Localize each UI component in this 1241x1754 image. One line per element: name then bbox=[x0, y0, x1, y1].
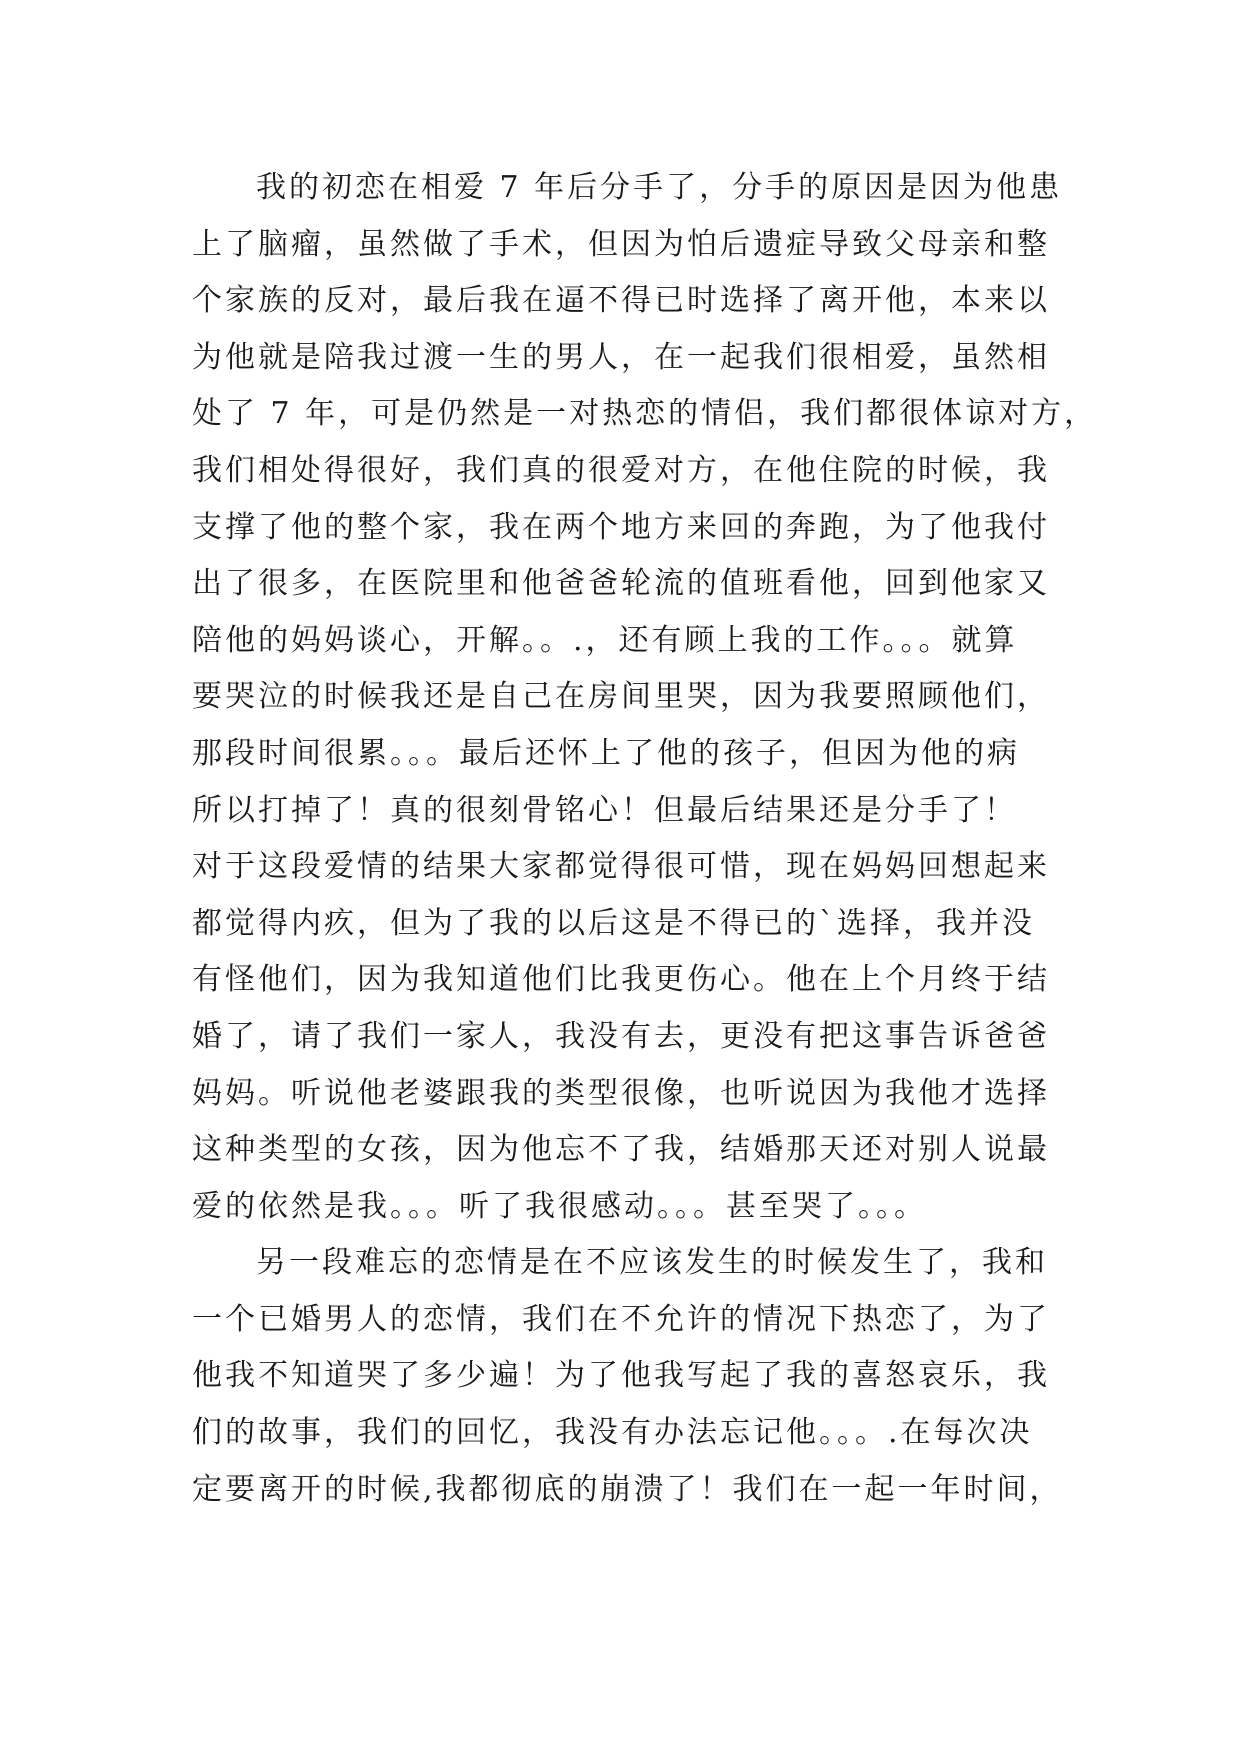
text-line: 支撑了他的整个家，我在两个地方来回的奔跑，为了他我付 bbox=[192, 509, 1050, 545]
document-body bbox=[192, 160, 1098, 1518]
text-line: 为他就是陪我过渡一生的男人，在一起我们很相爱，虽然相 bbox=[192, 339, 1050, 375]
text-line: 另一段难忘的恋情是在不应该发生的时候发生了，我和 bbox=[256, 1245, 1048, 1281]
text-line: 们的故事，我们的回忆，我没有办法忘记他。。。.在每次决 bbox=[192, 1415, 1033, 1451]
text-line: 都觉得内疚，但为了我的以后这是不得已的`选择，我并没 bbox=[192, 905, 1035, 941]
text-line: 所以打掉了！真的很刻骨铭心！但最后结果还是分手了！ bbox=[192, 792, 1017, 828]
text-line: 处了 7 年，可是仍然是一对热恋的情侣，我们都很体谅对方， bbox=[192, 396, 1098, 432]
text-line: 上了脑瘤，虽然做了手术，但因为怕后遗症导致父母亲和整 bbox=[192, 226, 1050, 262]
text-line: 要哭泣的时候我还是自己在房间里哭，因为我要照顾他们， bbox=[192, 679, 1050, 715]
text-line: 定要离开的时候,我都彻底的崩溃了！我们在一起一年时间， bbox=[192, 1471, 1063, 1507]
text-line: 一个已婚男人的恋情，我们在不允许的情况下热恋了，为了 bbox=[192, 1301, 1050, 1337]
text-line: 他我不知道哭了多少遍！为了他我写起了我的喜怒哀乐，我 bbox=[192, 1358, 1050, 1394]
text-line: 出了很多，在医院里和他爸爸轮流的值班看他，回到他家又 bbox=[192, 566, 1050, 602]
text-line: 我的初恋在相爱 7 年后分手了，分手的原因是因为他患 bbox=[256, 170, 1063, 205]
text-line: 这种类型的女孩，因为他忘不了我，结婚那天还对别人说最 bbox=[192, 1132, 1050, 1168]
text-line: 对于这段爱情的结果大家都觉得很可惜，现在妈妈回想起来 bbox=[192, 849, 1050, 885]
text-line: 那段时间很累。。。最后还怀上了他的孩子，但因为他的病 bbox=[192, 735, 1020, 771]
text-line: 陪他的妈妈谈心，开解。。.，还有顾上我的工作。。。就算 bbox=[192, 622, 1018, 658]
text-line: 爱的依然是我。。。听了我很感动。。。甚至哭了。。。 bbox=[192, 1188, 927, 1224]
text-line: 妈妈。听说他老婆跟我的类型很像，也听说因为我他才选择 bbox=[192, 1075, 1050, 1111]
text-line: 有怪他们，因为我知道他们比我更伤心。他在上个月终于结 bbox=[192, 962, 1050, 998]
text-line: 个家族的反对，最后我在逼不得已时选择了离开他，本来以 bbox=[192, 283, 1050, 319]
text-line: 婚了，请了我们一家人，我没有去，更没有把这事告诉爸爸 bbox=[192, 1018, 1050, 1054]
text-line: 我们相处得很好，我们真的很爱对方，在他住院的时候，我 bbox=[192, 452, 1050, 488]
